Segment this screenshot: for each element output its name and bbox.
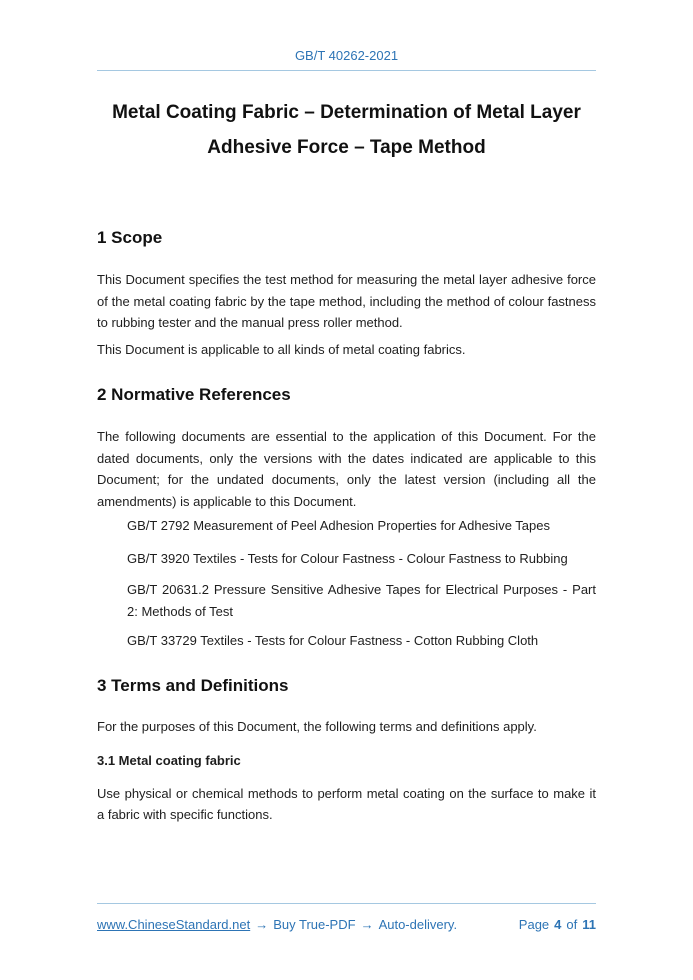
footer-buy-label: Buy True-PDF [273, 917, 356, 932]
arrow-right-icon: → [255, 917, 269, 932]
section-heading-scope: 1 Scope [97, 228, 163, 247]
text-line: 3.1 Metal coating fabric [97, 753, 241, 768]
text-line: 2: Methods of Test [127, 603, 233, 619]
text-line: to rubbing tester and the manual press roller method. [97, 315, 403, 330]
page-indicator [519, 915, 596, 935]
footer-left-group [97, 915, 457, 935]
text-line: GB/T 2792 Measurement of Peel Adhesion Properties for Adhesive Tapes [127, 518, 550, 533]
page-indicator-label: Page [518, 917, 550, 932]
reference-item [97, 579, 596, 622]
text-line: This Document specifies the test method for measuring the metal layer adhesive force [97, 272, 596, 287]
terms-intro-paragraph [97, 716, 596, 738]
reference-item [97, 630, 596, 652]
text-line: amendments) is applicable to this Document. [97, 493, 357, 509]
page-indicator-current: 4 [554, 917, 562, 932]
page-indicator-of: of [566, 917, 578, 932]
title-line-2: Adhesive Force – Tape Method [207, 137, 486, 158]
text-line: GB/T 33729 Textiles - Tests for Colour Fastness - Cotton Rubbing Cloth [127, 633, 539, 648]
terms-definition-paragraph [97, 783, 596, 826]
page-footer [97, 915, 596, 935]
page-content [97, 0, 596, 826]
header-doc-number: GB/T 40262-2021 [294, 48, 399, 63]
text-line: a fabric with specific functions. [97, 807, 273, 822]
footer-delivery-label: Auto-delivery. [378, 917, 458, 932]
title-line-1: Metal Coating Fabric – Determination of Metal Layer [112, 102, 581, 123]
footer-rule [97, 903, 596, 904]
text-line: of the metal coating fabric by the tape method, including the method of colour fastness [97, 293, 596, 309]
text-line: Document; for the undated documents, only the latest version (including all the [97, 472, 596, 487]
reference-item [97, 548, 596, 570]
section-heading-terms-definitions: 3 Terms and Definitions [97, 675, 289, 695]
scope-paragraph-1 [97, 269, 596, 334]
text-line: GB/T 3920 Textiles - Tests for Colour Fastness - Colour Fastness to Rubbing [127, 550, 568, 566]
text-line: This Document is applicable to all kinds of metal coating fabrics. [97, 341, 466, 357]
text-line: The following documents are essential to the application of this Document. For the [97, 429, 596, 444]
text-line: dated documents, only the versions with the dates indicated are applicable to this [97, 450, 596, 466]
text-line: For the purposes of this Document, the following terms and definitions apply. [97, 718, 537, 734]
subsection-heading-metal-coating-fabric [97, 750, 596, 772]
scope-paragraph-2 [97, 339, 596, 361]
normative-intro-paragraph [97, 426, 596, 512]
text-line: GB/T 20631.2 Pressure Sensitive Adhesive Tapes for Electrical Purposes - Part [127, 582, 596, 597]
reference-item [97, 515, 596, 537]
arrow-right-icon: → [360, 917, 374, 932]
page-indicator-total: 11 [582, 917, 596, 932]
header-rule [97, 70, 596, 71]
document-title [97, 95, 596, 165]
footer-site-link[interactable]: www.ChineseStandard.net [97, 917, 251, 932]
section-heading-normative-references: 2 Normative References [97, 385, 291, 404]
text-line: Use physical or chemical methods to perform metal coating on the surface to make it [97, 785, 596, 801]
